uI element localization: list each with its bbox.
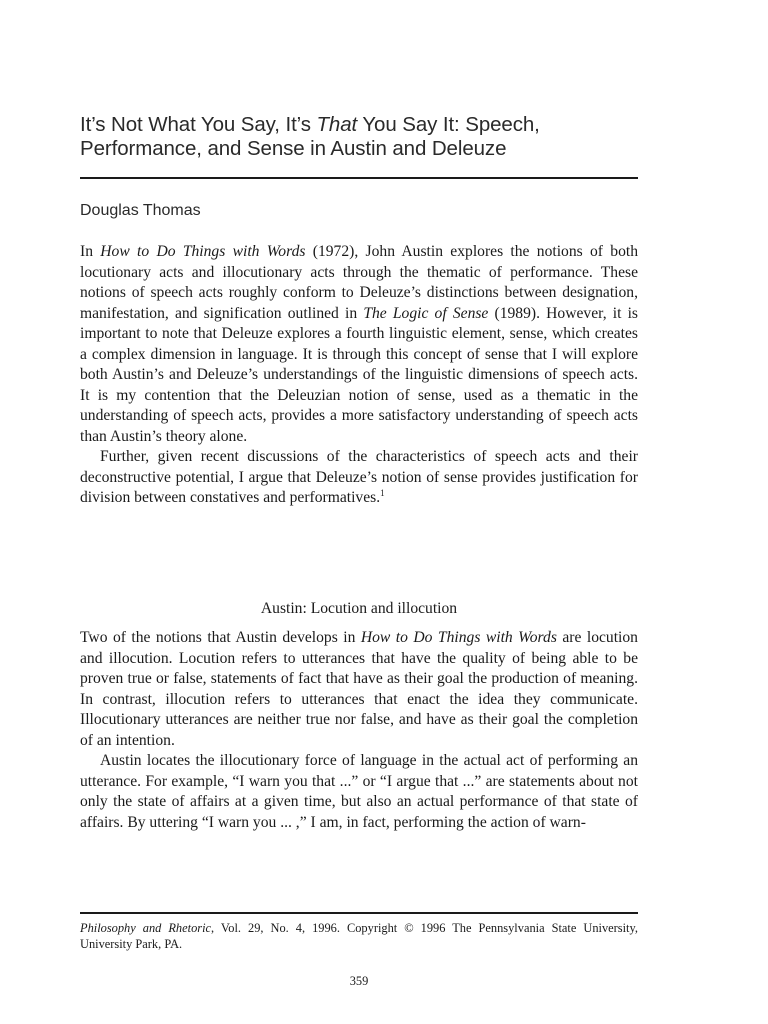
title-emphasis: That [316, 113, 358, 136]
title-part1: It’s Not What You Say, It’s [80, 113, 317, 136]
intro-p1-text-b: (1972), John Austin explores the notions of both locutionary acts and illocutionary acts through the thematic of performance. These notions of speech acts roughly conform to Deleuze’s distinctions between designation, manifestation, and signification outlined in [80, 243, 639, 322]
footnote-divider [80, 912, 638, 914]
intro-paragraph-2 [80, 447, 638, 509]
title-divider [80, 177, 638, 179]
journal-name: Philosophy and Rhetoric [80, 921, 212, 935]
author-name: Douglas Thomas [80, 202, 201, 219]
footnote-marker: 1 [380, 487, 385, 498]
intro-paragraph-1 [80, 242, 638, 447]
journal-page [80, 0, 640, 1024]
intro-section [80, 242, 638, 509]
book-title-logic-of-sense: The Logic of Sense [363, 304, 489, 322]
article-title [80, 113, 640, 161]
title-part2: You Say It: Speech, [357, 113, 540, 136]
book-title-how-to-do-things-2: How to Do Things with Words [360, 629, 557, 646]
intro-p1-text-c: (1989). However, it is important to note that Deleuze explores a fourth linguistic element, sense, which creates a complex dimension in language. It is through this concept of sense that I will explore both Austin’s and Deleuze’s understandings of the linguistic dimensions of speech acts. It is my contention that the Deleuzian notion of sense, used as a thematic in the understanding of speech acts, provides a more satisfactory understanding of speech acts than Austin’s theory alone. [80, 304, 638, 445]
section-heading: Austin: Locution and illocution [260, 600, 458, 617]
austin-section [80, 628, 638, 833]
book-title-how-to-do-things: How to Do Things with Words [100, 243, 306, 260]
section-paragraph-2: Austin locates the illocutionary force of language in the actual act of performing an utterance. For example, “I warn you that ...” or “I argue that ...” are statements about not only the state of affairs at a given time, but also an actual performance of that state of affairs. By uttering “I warn you ... ,” I am, in fact, performing the action of warn- [80, 752, 638, 831]
section-p1-text-a: Two of the notions that Austin develops in [80, 629, 361, 646]
title-line2: Performance, and Sense in Austin and Deleuze [80, 137, 507, 160]
intro-p1-text-a: In [80, 243, 101, 260]
page-number: 359 [349, 974, 369, 988]
citation-footnote [80, 920, 638, 952]
citation-text: , Vol. 29, No. 4, 1996. Copyright © 1996 The Pennsylvania State University, University Park, PA. [80, 921, 638, 951]
intro-p2-text: Further, given recent discussions of the characteristics of speech acts and their deconstructive potential, I argue that Deleuze’s notion of sense provides justification for division between constatives and performatives. [80, 448, 638, 506]
section-paragraph-1 [80, 628, 638, 751]
section-p1-text-b: are locution and illocution. Locution refers to utterances that have the quality of being able to be proven true or false, statements of fact that have as their goal the production of meaning. In contrast, illocution refers to utterances that enact the idea they communicate. Illocutionary utterances are neither true nor false, and have as their goal the completion of an intention. [80, 629, 638, 749]
